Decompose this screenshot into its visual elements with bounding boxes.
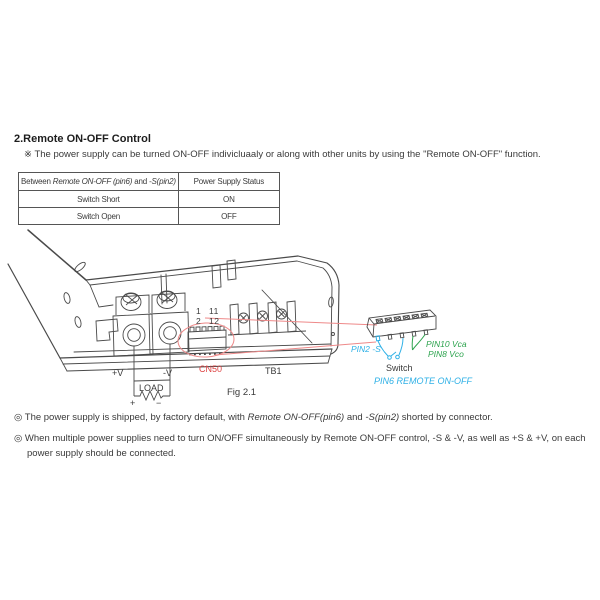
table-header-condition: Between Remote ON-OFF (pin6) and -S(pin2)	[19, 173, 179, 191]
cell-status: ON	[178, 191, 279, 208]
table-row	[19, 208, 280, 225]
section-note	[24, 149, 541, 160]
figure-caption: Fig 2.1	[227, 387, 257, 398]
reference-mark: ※	[24, 149, 32, 160]
bullseye-bullet: ◎	[14, 433, 23, 444]
label-plus-v: +V	[112, 368, 124, 378]
switch-wiring	[378, 338, 403, 359]
label-plus: +	[130, 398, 136, 408]
tb1-terminal-block	[228, 301, 306, 335]
remote-onoff-table	[18, 172, 280, 225]
table-row	[19, 191, 280, 208]
footnote-1: ◎ The power supply is shipped, by factory default, with Remote ON-OFF(pin6) and -S(pin2) shorted by connector.	[14, 412, 493, 423]
label-switch: Switch	[386, 363, 413, 373]
footnote-2: ◎ When multiple power supplies need to turn ON/OFF simultaneously by Remote ON-OFF control, -S & -V, as well as +S & +V, on each power supply should be connected.	[14, 433, 586, 459]
label-minus-v: -V	[163, 368, 172, 378]
cell-condition: Switch Short	[19, 191, 179, 208]
output-terminals	[113, 291, 189, 356]
cell-status: OFF	[178, 208, 279, 225]
label-pin-12: 12	[209, 316, 220, 326]
label-pin6-remote: PIN6 REMOTE ON-OFF	[374, 376, 473, 386]
label-minus: −	[156, 398, 162, 408]
bullseye-bullet: ◎	[14, 412, 23, 423]
psu-line-drawing	[0, 228, 600, 408]
chassis-outline	[8, 230, 339, 371]
cn50-connector	[188, 326, 226, 355]
table-header-row	[19, 173, 280, 191]
label-pin-1: 1	[196, 306, 202, 316]
label-load: LOAD	[139, 383, 164, 393]
label-pin8-vco: PIN8 Vco	[428, 349, 464, 359]
switch-connector	[367, 310, 436, 339]
cell-condition: Switch Open	[19, 208, 179, 225]
figure-diagram	[0, 228, 600, 408]
label-pin-11: 11	[209, 306, 219, 316]
section-heading: 2.Remote ON-OFF Control	[14, 133, 151, 145]
label-pin-2: 2	[196, 316, 202, 326]
label-tb1: TB1	[265, 366, 282, 376]
aux-pin-wiring	[412, 335, 425, 351]
label-pin2-s: PIN2 -S	[351, 344, 381, 354]
table-header-status: Power Supply Status	[178, 173, 279, 191]
label-pin10-vca: PIN10 Vca	[426, 339, 467, 349]
section-note-text: The power supply can be turned ON-OFF indivicluaaly or along with other units by using the "Remote ON-OFF" function.	[34, 149, 541, 160]
label-cn50: CN50	[199, 364, 223, 374]
